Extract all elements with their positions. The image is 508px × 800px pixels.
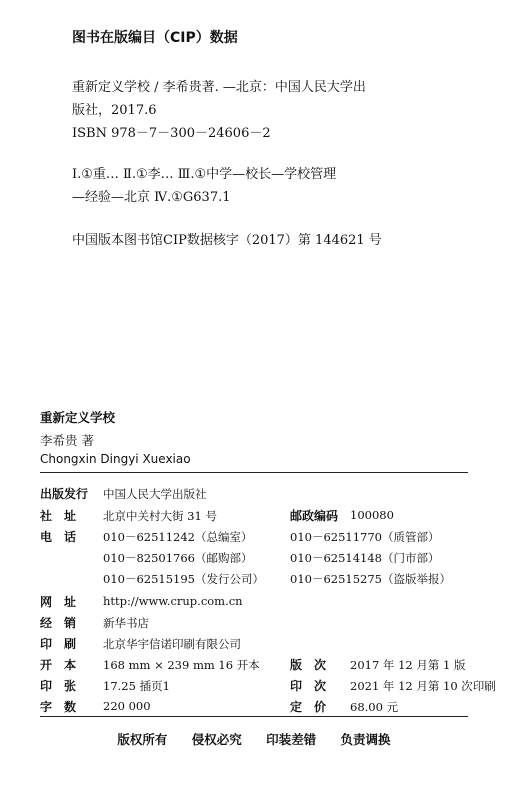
book-author: 李希贵 著 xyxy=(40,433,94,448)
publisher-value: 中国人民大学出版社 xyxy=(103,487,207,501)
edition-value: 2017 年 12 月第 1 版 xyxy=(350,658,466,672)
postcode-label: 邮政编码 xyxy=(290,509,339,523)
printer-label: 印 刷 xyxy=(40,637,77,651)
format-label: 开 本 xyxy=(40,658,77,672)
copyright-notice xyxy=(0,730,508,748)
publisher-label: 出版发行 xyxy=(40,487,89,501)
cip-classification: Ⅰ.①重… Ⅱ.①李… Ⅲ.①中学—校长—学校管理 xyxy=(72,167,337,182)
phone-number: 010－62515195（发行公司） xyxy=(103,572,264,586)
book-pinyin-title: Chongxin Dingyi Xuexiao xyxy=(40,452,191,466)
sheets-value: 17.25 插页1 xyxy=(103,679,170,693)
cip-catalog-line: 重新定义学校 / 李希贵著. —北京：中国人民大学出 xyxy=(72,80,366,95)
phone-number: 010－62511770（质管部） xyxy=(290,530,440,544)
phone-number: 010－62514148（门市部） xyxy=(290,551,440,565)
distributor-label: 经 销 xyxy=(40,616,77,630)
word-count-value: 220 000 xyxy=(103,699,151,713)
website-label: 网 址 xyxy=(40,595,77,609)
word-count-label: 字 数 xyxy=(40,700,77,714)
edition-label: 版 次 xyxy=(290,658,327,672)
copyright-phrase: 版权所有 xyxy=(117,732,168,747)
printer-value: 北京华宇信诺印刷有限公司 xyxy=(103,637,241,651)
phone-number: 010－62515275（盗版举报） xyxy=(290,572,451,586)
postcode-value: 100080 xyxy=(350,508,394,522)
phone-label: 电 话 xyxy=(40,530,77,544)
format-value: 168 mm × 239 mm 16 开本 xyxy=(103,658,260,672)
address-value: 北京中关村大街 31 号 xyxy=(103,509,217,523)
cip-title: 图书在版编目（CIP）数据 xyxy=(72,30,238,46)
printing-value: 2021 年 12 月第 10 次印刷 xyxy=(350,679,496,693)
printing-label: 印 次 xyxy=(290,679,327,693)
distributor-value: 新华书店 xyxy=(103,616,149,630)
address-label: 社 址 xyxy=(40,509,77,523)
copyright-phrase: 印装差错 xyxy=(266,732,317,747)
price-value: 68.00 元 xyxy=(350,700,399,714)
copyright-phrase: 侵权必究 xyxy=(191,732,242,747)
divider xyxy=(40,716,468,717)
phone-number: 010－82501766（邮购部） xyxy=(103,551,253,565)
cip-catalog-line: 版社，2017.6 xyxy=(72,103,157,118)
sheets-label: 印 张 xyxy=(40,679,77,693)
cip-isbn: ISBN 978－7－300－24606－2 xyxy=(72,126,271,141)
website-value: http://www.crup.com.cn xyxy=(103,594,243,608)
book-title: 重新定义学校 xyxy=(40,410,116,425)
divider xyxy=(40,472,468,473)
copyright-phrase: 负责调换 xyxy=(340,732,391,747)
phone-number: 010－62511242（总编室） xyxy=(103,530,253,544)
cip-classification: —经验—北京 Ⅳ.①G637.1 xyxy=(72,190,231,205)
price-label: 定 价 xyxy=(290,700,327,714)
cip-approval-number: 中国版本图书馆CIP数据核字（2017）第 144621 号 xyxy=(72,233,382,248)
